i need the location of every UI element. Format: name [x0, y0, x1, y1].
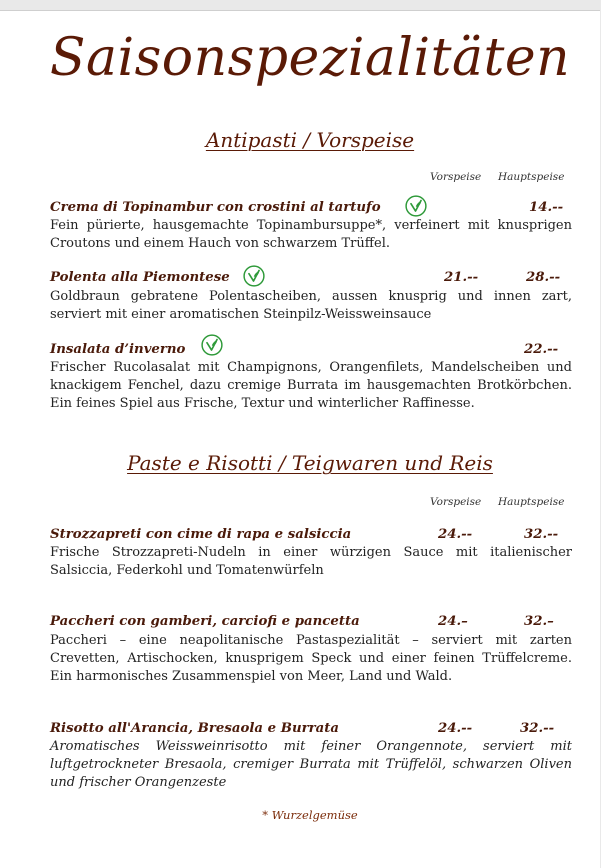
dish-name: Strozzapreti con cime di rapa e salsiccia [50, 527, 352, 542]
price-main: 22.-- [524, 342, 559, 357]
page-title: Saisonspezialitäten [49, 28, 571, 88]
price-main: 14.-- [529, 200, 564, 215]
column-header-hauptspeise: Hauptspeise [498, 171, 565, 183]
dish-description: Fein pürierte, hausgemachte Topinambursuppe*, verfeinert mit knusprigen Croutons und einem Hauch von schwarzem Trüffel. [50, 218, 572, 251]
price-main: 28.-- [526, 270, 561, 285]
dish-name: Risotto all'Arancia, Bresaola e Burrata [50, 721, 340, 736]
column-header-vorspeise: Vorspeise [430, 496, 482, 508]
price-small: 24.-- [438, 721, 473, 736]
price-main: 32.-- [524, 527, 559, 542]
menu-page [0, 10, 600, 868]
section-title-paste-risotti: Paste e Risotti / Teigwaren und Reis [127, 451, 493, 475]
leaf-check-icon [405, 195, 427, 217]
column-header-vorspeise: Vorspeise [430, 171, 482, 183]
section-title-antipasti: Antipasti / Vorspeise [205, 128, 415, 152]
price-small: 24.– [438, 614, 468, 629]
price-main: 32.-- [520, 721, 555, 736]
column-header-hauptspeise: Hauptspeise [498, 496, 565, 508]
dish-name: Paccheri con gamberi, carciofi e pancetta [50, 614, 360, 629]
dish-description: Frische Strozzapreti-Nudeln in einer würzigen Sauce mit italienischer Salsiccia, Federkohl und Tomatenwürfeln [50, 545, 572, 578]
dish-name: Crema di Topinambur con crostini al tartufo [50, 200, 381, 215]
leaf-check-icon [243, 265, 265, 287]
dish-description: Frischer Rucolasalat mit Champignons, Orangenfilets, Mandelscheiben und knackigem Fenchel, dazu cremige Burrata im hausgemachten Brotkörbchen. Ein feines Spiel aus Frische, Textur und winterlicher Raffinesse. [50, 360, 572, 411]
price-small: 24.-- [438, 527, 473, 542]
dish-description: Paccheri – eine neapolitanische Pastaspezialität – serviert mit zarten Crevetten, Artischocken, knusprigem Speck und einer feinen Trüffelcreme. Ein harmonisches Zusammenspiel von Meer, Land und Wald. [50, 633, 572, 684]
dish-description: Aromatisches Weissweinrisotto mit feiner Orangennote, serviert mit luftgetrockneter Bresaola, cremiger Burrata mit Trüffelöl, schwarzen Oliven und frischer Orangenzeste [50, 739, 572, 790]
leaf-check-icon [201, 334, 223, 356]
footnote: * Wurzelgemüse [262, 808, 358, 822]
dish-description: Goldbraun gebratene Polentascheiben, aussen knusprig und innen zart, serviert mit einer aromatischen Steinpilz-Weissweinsauce [50, 289, 572, 322]
price-small: 21.-- [444, 270, 479, 285]
dish-name: Insalata d’inverno [50, 342, 186, 357]
price-main: 32.– [524, 614, 554, 629]
dish-name: Polenta alla Piemontese [50, 270, 230, 285]
